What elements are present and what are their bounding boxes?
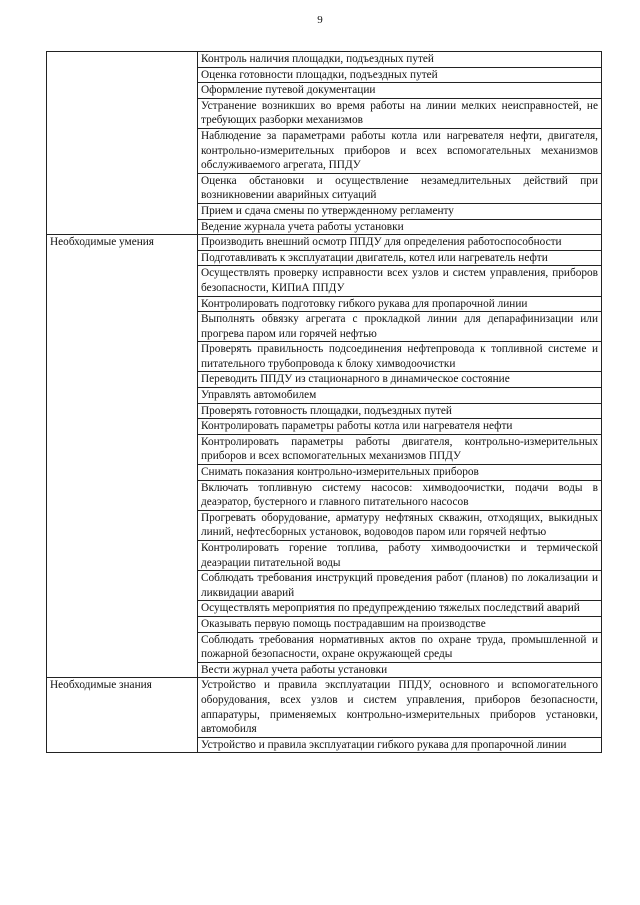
requirement-item: Устройство и правила эксплуатации ППДУ, основного и вспомогательного оборудования, всех узлов и систем управления, приборов безопасности, аппаратуры, применяемых контрольно-измерительных приборов установки, автомобиля: [198, 678, 602, 737]
requirement-item: Осуществлять проверку исправности всех узлов и систем управления, приборов безопасности, КИПиА ППДУ: [198, 266, 602, 296]
requirement-item: Соблюдать требования инструкций проведения работ (планов) по локализации и ликвидации аварий: [198, 571, 602, 601]
requirement-item: Проверять готовность площадки, подъездных путей: [198, 403, 602, 419]
requirement-item: Вести журнал учета работы установки: [198, 662, 602, 678]
requirement-item: Контроль наличия площадки, подъездных путей: [198, 52, 602, 68]
requirement-item: Прием и сдача смены по утвержденному регламенту: [198, 203, 602, 219]
table-row: [47, 235, 602, 251]
section-label: [47, 52, 198, 235]
requirement-item: Управлять автомобилем: [198, 388, 602, 404]
requirement-item: Оказывать первую помощь пострадавшим на производстве: [198, 616, 602, 632]
requirement-item: Включать топливную систему насосов: химводоочистки, подачи воды в деаэратор, бустерного и главного питательного насосов: [198, 480, 602, 510]
requirement-item: Контролировать горение топлива, работу химводоочистки и термической деаэрации питательной воды: [198, 541, 602, 571]
requirement-item: Осуществлять мероприятия по предупреждению тяжелых последствий аварий: [198, 601, 602, 617]
requirement-item: Оценка обстановки и осуществление незамедлительных действий при возникновении аварийных ситуаций: [198, 173, 602, 203]
requirement-item: Ведение журнала учета работы установки: [198, 219, 602, 235]
requirement-item: Устройство и правила эксплуатации гибкого рукава для пропарочной линии: [198, 737, 602, 753]
requirement-item: Прогревать оборудование, арматуру нефтяных скважин, отходящих, выкидных линий, нефтесборных установок, водоводов паром или горячей нефтью: [198, 510, 602, 540]
requirement-item: Соблюдать требования нормативных актов по охране труда, промышленной и пожарной безопасности, охране окружающей среды: [198, 632, 602, 662]
table-row: [47, 52, 602, 68]
requirement-item: Выполнять обвязку агрегата с прокладкой линии для депарафинизации или прогрева паром или горячей нефтью: [198, 312, 602, 342]
table-body: [47, 52, 602, 753]
section-label: Необходимые умения: [47, 235, 198, 678]
page-number: 9: [317, 14, 323, 26]
requirement-item: Наблюдение за параметрами работы котла или нагревателя нефти, двигателя, контрольно-измерительных приборов и всех вспомогательных механизмов обслуживаемого агрегата, ППДУ: [198, 128, 602, 173]
requirement-item: Устранение возникших во время работы на линии мелких неисправностей, не требующих разборки механизмов: [198, 98, 602, 128]
requirement-item: Подготавливать к эксплуатации двигатель, котел или нагреватель нефти: [198, 250, 602, 266]
requirement-item: Контролировать параметры работы двигателя, контрольно-измерительных приборов и всех вспомогательных механизмов ППДУ: [198, 434, 602, 464]
section-label: Необходимые знания: [47, 678, 198, 753]
requirement-item: Контролировать подготовку гибкого рукава для пропарочной линии: [198, 296, 602, 312]
requirement-item: Оформление путевой документации: [198, 83, 602, 99]
requirement-item: Снимать показания контрольно-измерительных приборов: [198, 465, 602, 481]
requirement-item: Контролировать параметры работы котла или нагревателя нефти: [198, 419, 602, 435]
competency-table: [46, 51, 602, 753]
requirement-item: Проверять правильность подсоединения нефтепровода к топливной системе и питательного трубопровода к блоку химводоочистки: [198, 342, 602, 372]
requirement-item: Переводить ППДУ из стационарного в динамическое состояние: [198, 372, 602, 388]
table-row: [47, 678, 602, 737]
requirement-item: Оценка готовности площадки, подъездных путей: [198, 67, 602, 83]
requirement-item: Производить внешний осмотр ППДУ для определения работоспособности: [198, 235, 602, 251]
